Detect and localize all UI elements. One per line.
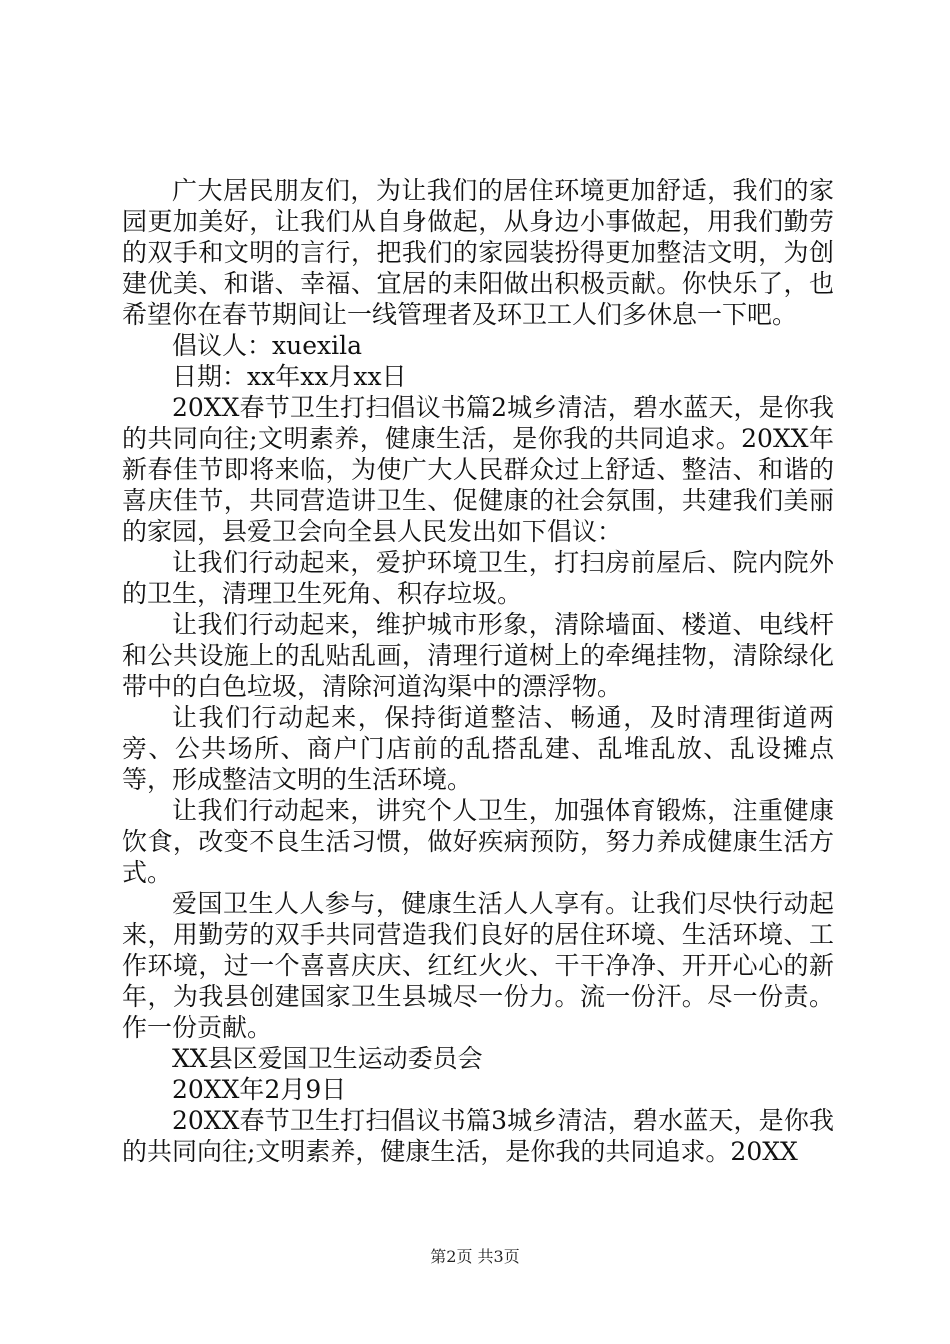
paragraph-action-2: 让我们行动起来，维护城市形象，清除墙面、楼道、电线杆和公共设施上的乱贴乱画，清理行道树上的牵绳挂物，清除绿化带中的白色垃圾，清除河道沟渠中的漂浮物。 [122,610,834,701]
paragraph-action-4: 让我们行动起来，讲究个人卫生，加强体育锻炼，注重健康饮食，改变不良生活习惯，做好疾病预防，努力养成健康生活方式。 [122,796,834,887]
paragraph-action-3: 让我们行动起来，保持街道整洁、畅通，及时清理街道两旁、公共场所、商户门店前的乱搭乱建、乱堆乱放、乱设摊点等，形成整洁文明的生活环境。 [122,703,834,794]
signature-proposer: 倡议人：xuexila [172,331,362,360]
paragraph-action-1: 让我们行动起来，爱护环境卫生，打扫房前屋后、院内院外的卫生，清理卫生死角、积存垃圾。 [122,548,834,608]
paragraph-appeal-closing: 广大居民朋友们，为让我们的居住环境更加舒适，我们的家园更加美好，让我们从自身做起，从身边小事做起，用我们勤劳的双手和文明的言行，把我们的家园装扮得更加整洁文明，为创建优美、和谐、幸福、宜居的耒阳做出积极贡献。你快乐了，也希望你在春节期间让一线管理者及环卫工人们多休息一下吧。 [122,176,834,329]
signature-committee-date: 20XX年2月9日 [172,1075,347,1104]
paragraph-article-2-intro: 20XX春节卫生打扫倡议书篇2城乡清洁，碧水蓝天，是你我的共同向往;文明素养，健康生活，是你我的共同追求。20XX年新春佳节即将来临，为使广大人民群众过上舒适、整洁、和谐的喜庆佳节，共同营造讲卫生、促健康的社会氛围，共建我们美丽的家园，县爱卫会向全县人民发出如下倡议： [122,393,834,546]
signature-date: 日期：xx年xx月xx日 [172,362,407,391]
document-body [122,175,834,1167]
paragraph-conclusion: 爱国卫生人人参与，健康生活人人享有。让我们尽快行动起来，用勤劳的双手共同营造我们良好的居住环境、生活环境、工作环境，过一个喜喜庆庆、红红火火、干干净净、开开心心的新年，为我县创建国家卫生县城尽一份力。流一份汗。尽一份责。作一份贡献。 [122,889,834,1042]
signature-committee: XX县区爱国卫生运动委员会 [172,1044,483,1073]
page-number: 第2页 共3页 [430,1247,520,1266]
paragraph-article-3-intro: 20XX春节卫生打扫倡议书篇3城乡清洁，碧水蓝天，是你我的共同向往;文明素养，健康生活，是你我的共同追求。20XX [122,1106,834,1166]
